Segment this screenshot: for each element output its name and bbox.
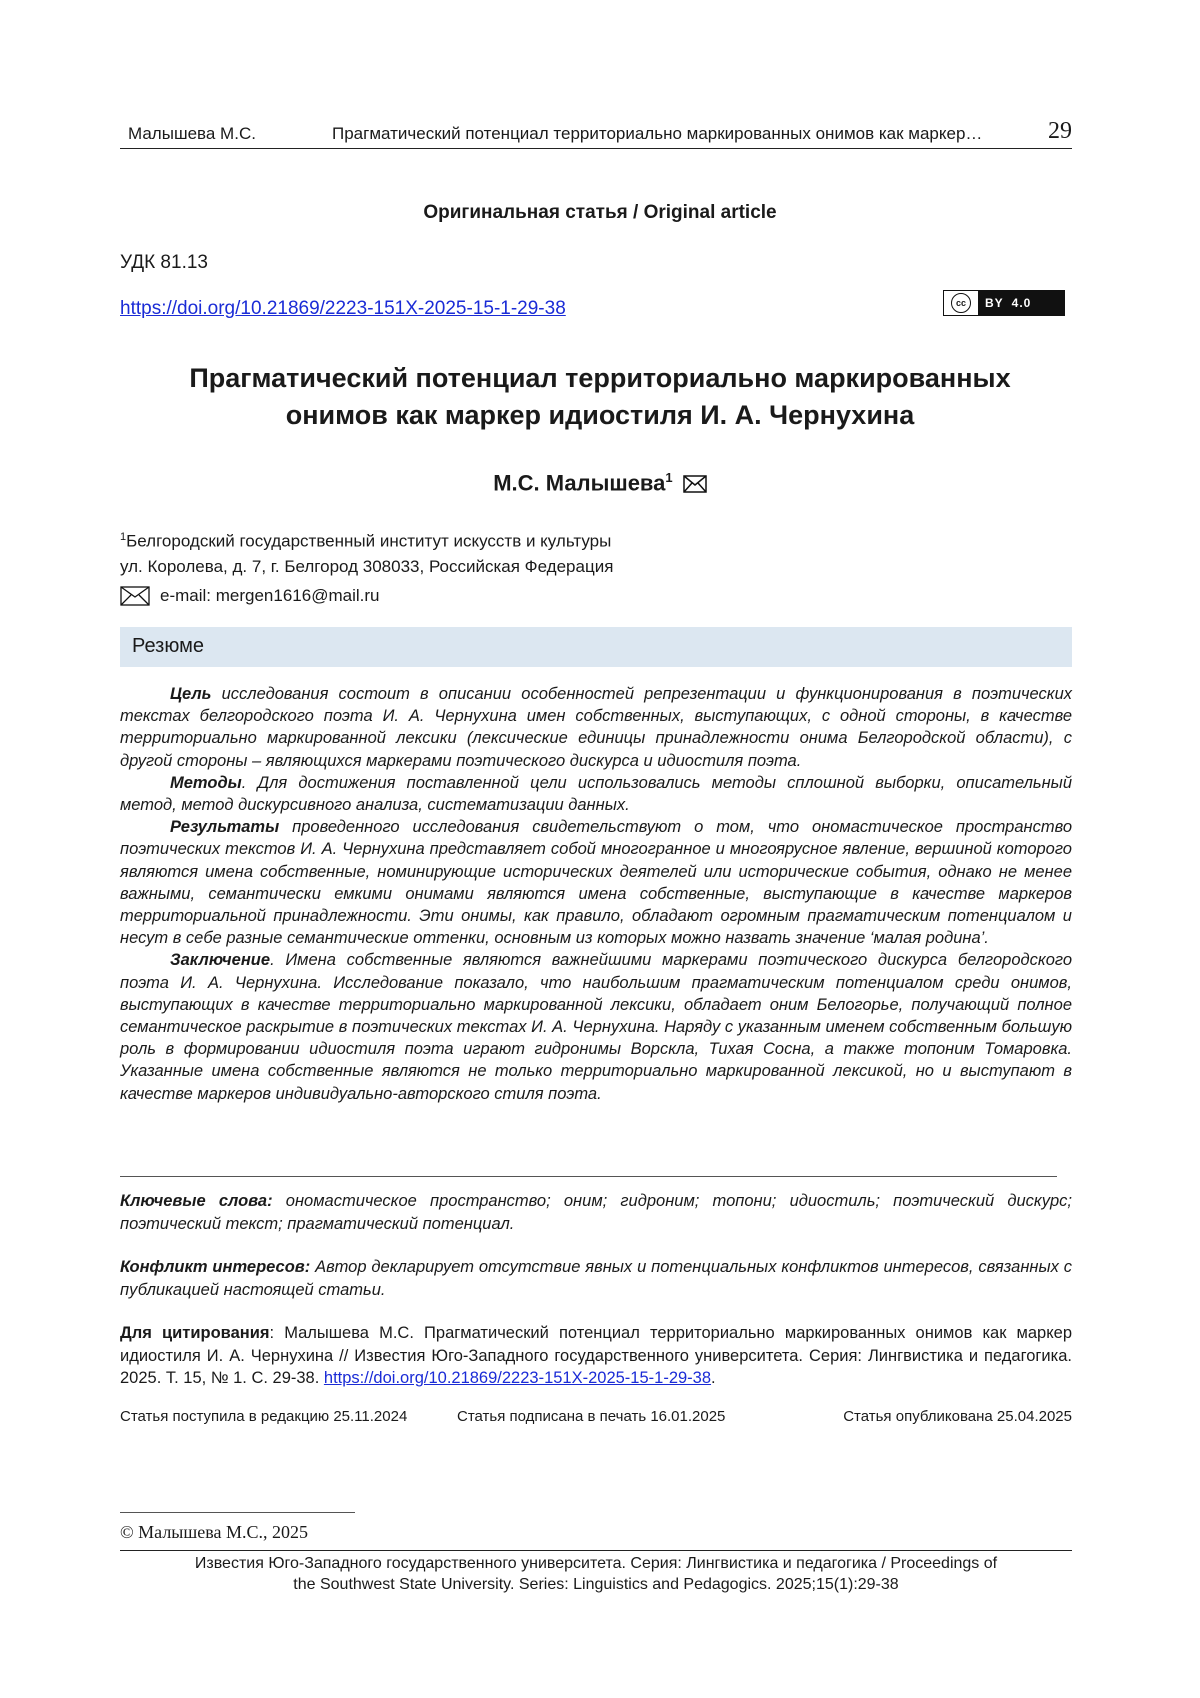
title-line-1: Прагматический потенциал территориально маркированных	[189, 363, 1011, 393]
aim-text: исследования состоит в описании особенностей репрезентации и функционирования в поэтических текстах белгородского поэта И. А. Чернухина имен собственных, выступающих, с одной стороны, в качестве территориально маркированной лексики (лексические единицы принадлежности онима Белгородской области), с другой стороны – являющихся маркерами поэтического дискурса и идиостиля поэта.	[120, 685, 1072, 770]
keywords-text: ономастическое пространство; оним; гидроним; топони; идиостиль; поэтический дискурс; поэтический текст; прагматический потенциал.	[120, 1192, 1072, 1233]
citation-label: Для цитирования	[120, 1324, 270, 1342]
conflict-text: Автор декларирует отсутствие явных и потенциальных конфликтов интересов, связанных с публикацией настоящей статьи.	[120, 1258, 1073, 1299]
cc-license-badge[interactable]	[943, 290, 1065, 316]
methods-text: . Для достижения поставленной цели использовались методы сплошной выборки, описательный метод, метод дискурсивного анализа, систематизации данных.	[120, 773, 1072, 815]
citation-end: .	[711, 1369, 716, 1387]
header-author: Малышева М.С.	[128, 124, 256, 143]
footnote-rule	[120, 1512, 355, 1513]
cc-logo	[944, 291, 979, 315]
license-by: BY	[985, 296, 1004, 310]
resume-heading-bar	[120, 627, 1072, 667]
email-address[interactable]: e-mail: mergen1616@mail.ru	[160, 586, 380, 605]
conflict-of-interest	[120, 1256, 1072, 1301]
page-number: 29	[1048, 118, 1072, 144]
title-line-2: онимов как маркер идиостиля И. А. Чернухина	[285, 400, 915, 430]
doi-link[interactable]: https://doi.org/10.21869/2223-151X-2025-15-1-29-38	[120, 298, 566, 319]
date-received: Статья поступила в редакцию 25.11.2024	[120, 1408, 408, 1425]
citation-text: : Малышева М.С. Прагматический потенциал территориально маркированных онимов как маркер идиостиля И. А. Чернухина // Известия Юго-Западного государственного университета. Серия: Лингвистика и педагогика. 2025. Т. 15, № 1. С. 29-38.	[120, 1324, 1072, 1387]
doi-link-container	[120, 298, 566, 320]
article-type: Оригинальная статья / Original article	[423, 202, 777, 223]
results-label: Результаты	[170, 818, 280, 837]
abstract-results	[120, 816, 1072, 949]
divider	[120, 1176, 1057, 1177]
abstract-methods	[120, 772, 1072, 816]
envelope-icon[interactable]	[683, 473, 707, 499]
footer-line-1: Известия Юго-Западного государственного университета. Серия: Лингвистика и педагогика / Proceedings of	[194, 1555, 998, 1572]
keywords	[120, 1190, 1072, 1235]
footer-rule	[120, 1550, 1072, 1551]
keywords-label: Ключевые слова:	[120, 1192, 273, 1210]
article-title	[0, 360, 1200, 434]
envelope-icon	[120, 586, 150, 606]
affil-marker: 1	[120, 531, 127, 543]
affil-institution: Белгородский государственный институт искусств и культуры	[126, 531, 612, 551]
header-title: Прагматический потенциал территориально маркированных онимов как маркер…	[332, 124, 983, 143]
author-line	[0, 470, 1200, 499]
running-header	[120, 118, 1072, 149]
date-accepted: Статья подписана в печать 16.01.2025	[457, 1408, 726, 1425]
conflict-label: Конфликт интересов:	[120, 1258, 311, 1276]
udk-code: УДК 81.13	[120, 252, 208, 273]
cc-icon: cc	[951, 293, 971, 313]
resume-heading: Резюме	[132, 635, 204, 657]
results-text: проведенного исследования свидетельствуют о том, что ономастическое пространство поэтических текстов И. А. Чернухина представляет собой многогранное и многоярусное явление, вершиной которого являются имена собственные, номинирующие исторических деятелей или исторические события, однако не менее важными, семантически емкими онимами являются имена собственные, выступающие в качестве маркеров территориальной принадлежности. Эти онимы, как правило, обладают огромным прагматическим потенциалом и несут в себе разные семантические оттенки, основным из которых можно назвать значение ‘малая родина’.	[120, 818, 1072, 948]
journal-footer	[120, 1553, 1072, 1595]
affiliation	[120, 525, 613, 579]
abstract	[120, 683, 1072, 1105]
citation-doi-link[interactable]: https://doi.org/10.21869/2223-151X-2025-15-1-29-38	[323, 1369, 712, 1387]
license-text	[979, 291, 1064, 315]
abstract-aim	[120, 683, 1072, 772]
footer-line-2: the Southwest State University. Series: Linguistics and Pedagogics. 2025;15(1):29-38	[293, 1576, 899, 1593]
aim-label: Цель	[170, 685, 212, 703]
date-published: Статья опубликована 25.04.2025	[843, 1408, 1072, 1425]
author-affil-marker: 1	[665, 470, 673, 485]
license-version: 4.0	[1011, 296, 1032, 310]
affil-address: ул. Королева, д. 7, г. Белгород 308033, Российская Федерация	[120, 556, 614, 576]
email-row	[120, 586, 379, 606]
author-name: М.С. Малышева	[493, 470, 666, 496]
copyright: © Малышева М.С., 2025	[120, 1522, 309, 1542]
conclusion-label: Заключение	[170, 951, 271, 970]
conclusion-text: . Имена собственные являются важнейшими маркерами поэтического дискурса белгородского поэта И. А. Чернухина. Исследование показало, что наибольшим прагматическим потенциалом среди онимов, выступающих в качестве территориально маркированной лексики, обладает оним Белогорье, получающий полное семантическое раскрытие в поэтических текстах И. А. Чернухина. Наряду с указанным именем собственным большую роль в формировании идиостиля поэта играют гидронимы Ворскла, Тихая Сосна, а также топоним Томаровка. Указанные имена собственные являются не только территориально маркированной лексикой, но и выступают в качестве маркеров индивидуально-авторского стиля поэта.	[120, 951, 1072, 1103]
methods-label: Методы	[170, 773, 242, 792]
abstract-conclusion	[120, 949, 1072, 1104]
citation	[120, 1322, 1072, 1390]
